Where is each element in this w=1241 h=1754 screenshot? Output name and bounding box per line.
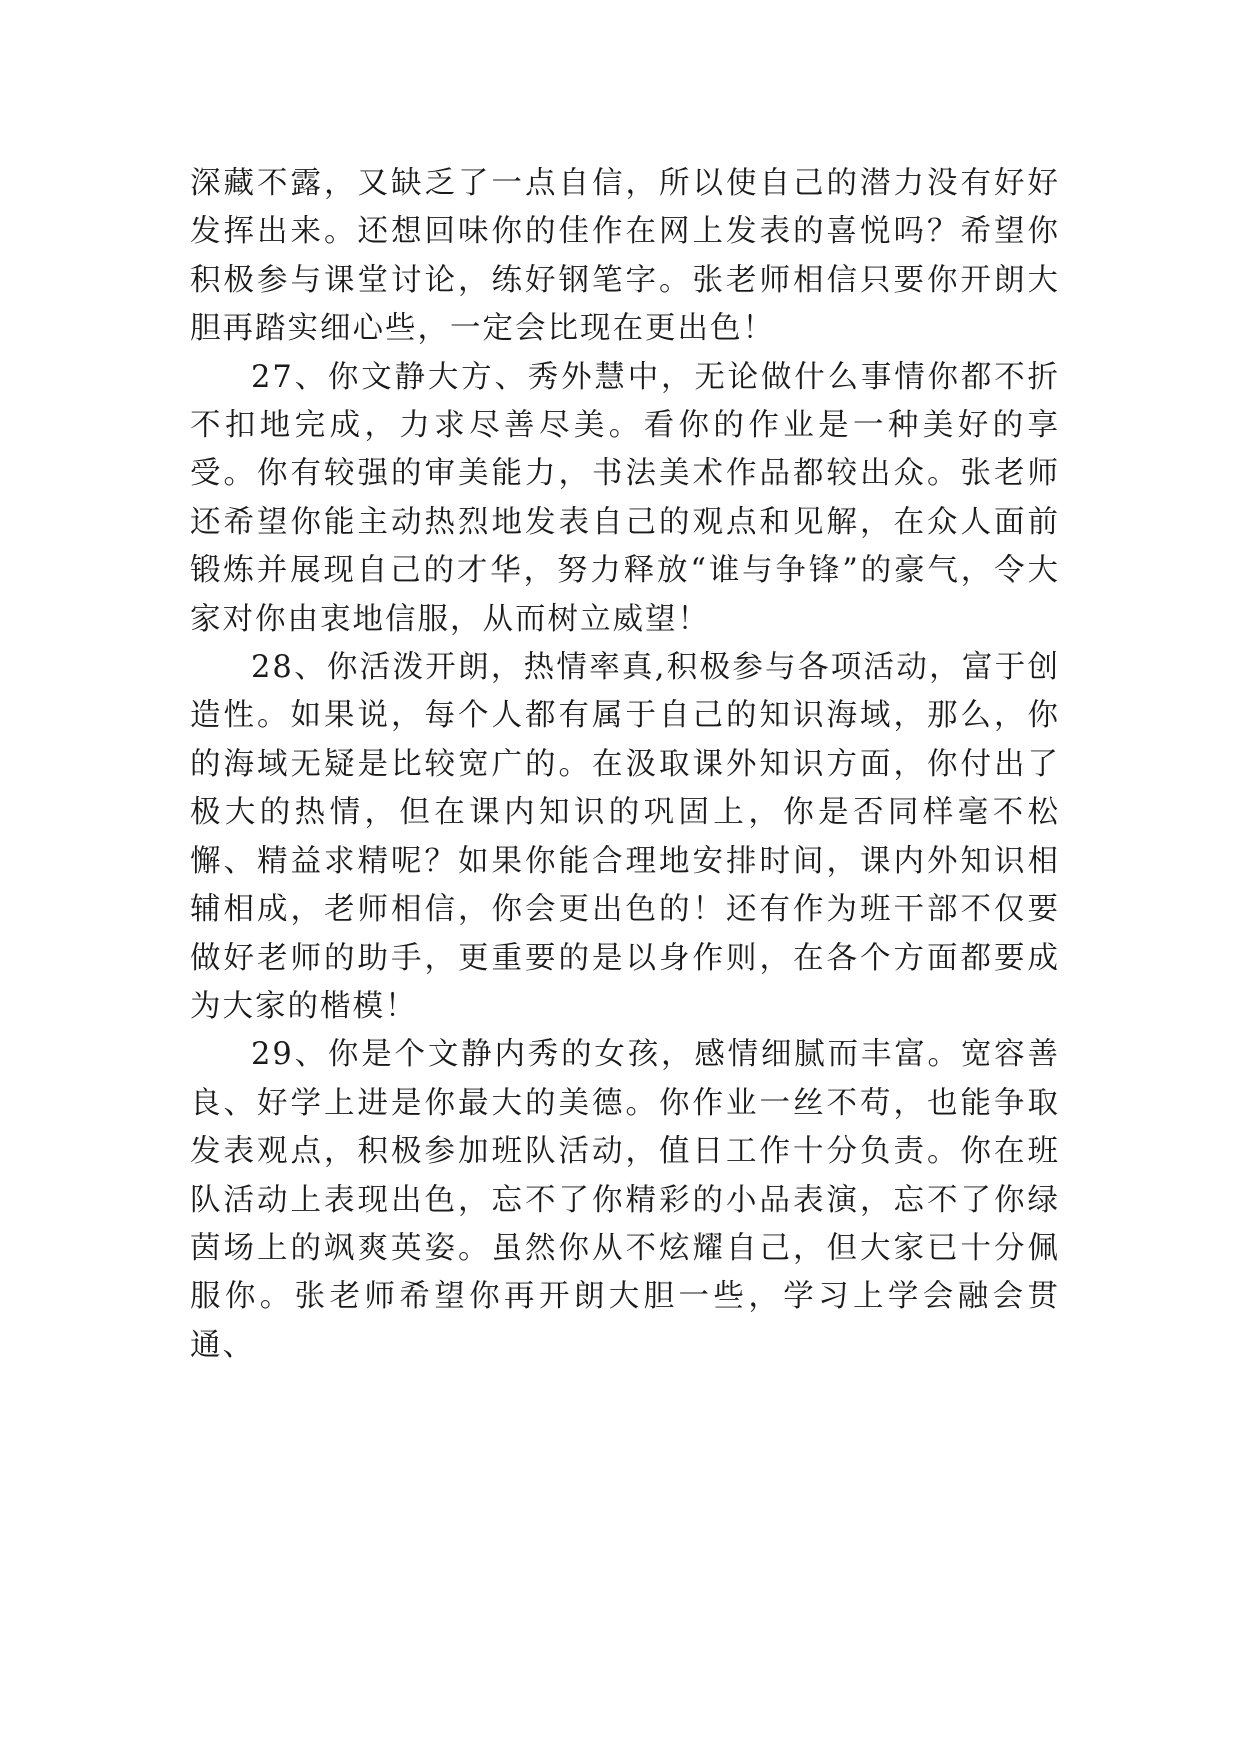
paragraph-26-continued: 深藏不露，又缺乏了一点自信，所以使自己的潜力没有好好发挥出来。还想回味你的佳作在网上发表的喜悦吗？希望你积极参与课堂讨论，练好钢笔字。张老师相信只要你开朗大胆再踏实细心些，一定会比现在更出色！ (190, 166, 1060, 347)
body-text (190, 160, 1060, 1370)
paragraph-27: 27、你文静大方、秀外慧中，无论做什么事情你都不折不扣地完成，力求尽善尽美。看你的作业是一种美好的享受。你有较强的审美能力，书法美术作品都较出众。张老师还希望你能主动热烈地发表自己的观点和见解，在众人面前锻炼并展现自己的才华，努力释放“谁与争锋”的豪气，令大家对你由衷地信服，从而树立威望！ (190, 359, 1060, 637)
paragraph-28: 28、你活泼开朗，热情率真,积极参与各项活动，富于创造性。如果说，每个人都有属于自己的知识海域，那么，你的海域无疑是比较宽广的。在汲取课外知识方面，你付出了极大的热情，但在课内知识的巩固上，你是否同样毫不松懈、精益求精呢？如果你能合理地安排时间，课内外知识相辅相成，老师相信，你会更出色的！还有作为班干部不仅要做好老师的助手，更重要的是以身作则，在各个方面都要成为大家的楷模！ (190, 650, 1060, 1024)
paragraph-29: 29、你是个文静内秀的女孩，感情细腻而丰富。宽容善良、好学上进是你最大的美德。你作业一丝不苟，也能争取发表观点，积极参加班队活动，值日工作十分负责。你在班队活动上表现出色，忘不了你精彩的小品表演，忘不了你绿茵场上的飒爽英姿。虽然你从不炫耀自己，但大家已十分佩服你。张老师希望你再开朗大胆一些，学习上学会融会贯通、 (190, 1037, 1060, 1363)
